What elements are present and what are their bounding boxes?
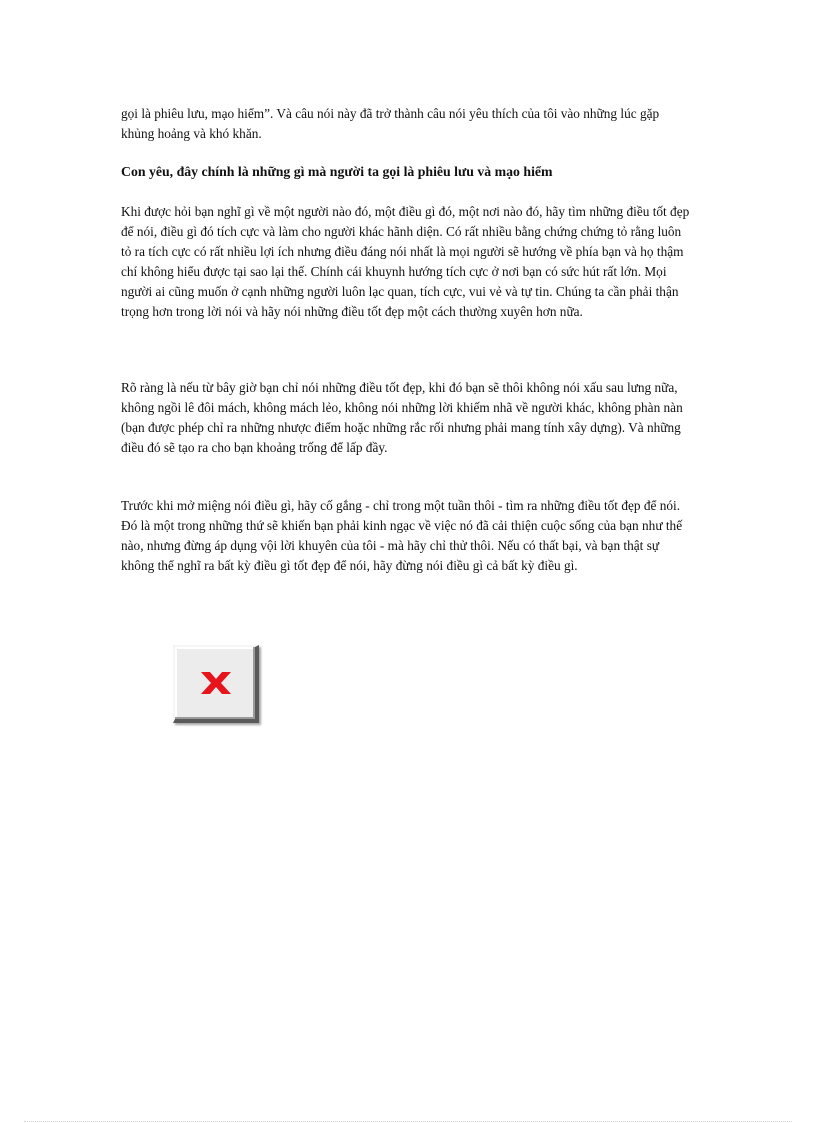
red-x-mark [201, 672, 231, 694]
paragraph-4: Trước khi mở miệng nói điều gì, hãy cố gắng - chỉ trong một tuần thôi - tìm ra những điều tốt đẹp để nói. Đó là một trong những thứ sẽ khiến bạn phải kinh ngạc về việc nó đã cải thiện cuộc sống của bạn như thế nào, nhưng đừng áp dụng vội lời khuyên của tôi - mà hãy chỉ thử thôi. Nếu có thất bại, và bạn thật sự không thể nghĩ ra bất kỳ điều gì tốt đẹp để nói, hãy đừng nói điều gì cả bất kỳ điều gì. [121, 498, 683, 573]
broken-image-icon [195, 667, 237, 699]
paragraph-1: gọi là phiêu lưu, mạo hiểm”. Và câu nói này đã trở thành câu nói yêu thích của tôi vào những lúc gặp khủng hoảng và khó khăn. [121, 106, 660, 141]
section-heading: Con yêu, đây chính là những gì mà người ta gọi là phiêu lưu và mạo hiểm [121, 164, 553, 179]
paragraph-2: Khi được hỏi bạn nghĩ gì về một người nào đó, một điều gì đó, một nơi nào đó, hãy tìm những điều tốt đẹp để nói, điều gì đó tích cực và làm cho người khác hãnh diện. Có rất nhiều bằng chứng chứng tỏ rằng luôn tỏ ra tích cực có rất nhiều lợi ích nhưng điều đáng nói nhất là mọi người sẽ hướng về phía bạn và họ thậm chí không hiểu được tại sao lại thế. Chính cái khuynh hướng tích cực ở nơi bạn có sức hút rất lớn. Mọi người ai cũng muốn ở cạnh những người luôn lạc quan, tích cực, vui vẻ và tự tin. Chúng ta cần phải thận trọng hơn trong lời nói và hãy nói những điều tốt đẹp một cách thường xuyên hơn nữa. [121, 204, 690, 319]
page-bottom-border [24, 1121, 792, 1122]
broken-image-placeholder [173, 645, 259, 723]
paragraph-3: Rõ ràng là nếu từ bây giờ bạn chỉ nói những điều tốt đẹp, khi đó bạn sẽ thôi không nói xấu sau lưng nữa, không ngồi lê đôi mách, không mách lẻo, không nói những lời khiếm nhã về người khác, không phàn nàn (bạn được phép chỉ ra những nhược điểm hoặc những rắc rối nhưng phải mang tính xây dựng). Và những điều đó sẽ tạo ra cho bạn khoảng trống để lấp đầy. [121, 380, 683, 455]
